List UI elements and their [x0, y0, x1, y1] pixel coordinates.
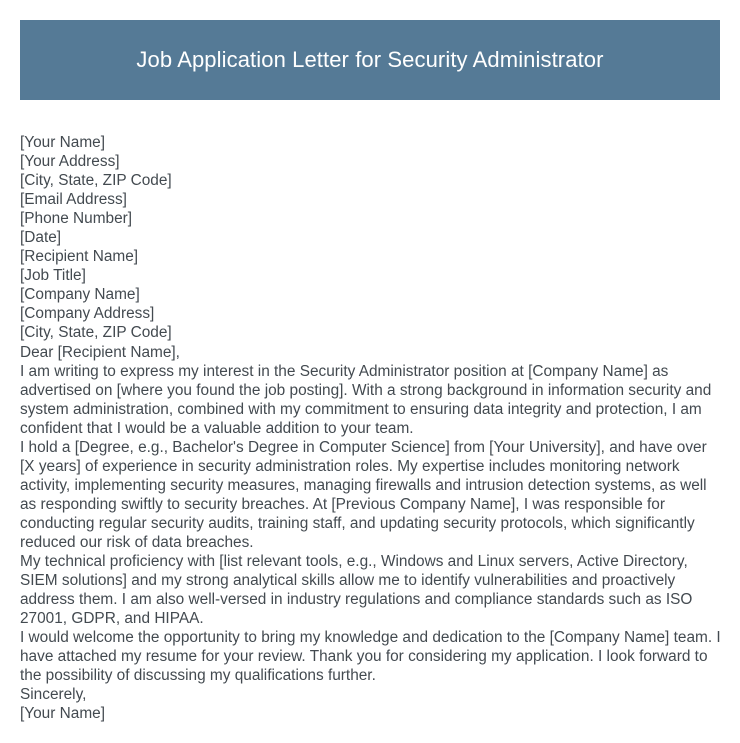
sender-email: [Email Address]	[20, 191, 127, 209]
sender-address: [Your Address]	[20, 153, 120, 171]
page-title: Job Application Letter for Security Administrator	[136, 46, 604, 72]
recipient-name: [Recipient Name]	[20, 248, 139, 266]
sender-phone: [Phone Number]	[20, 210, 133, 228]
recipient-company-name: [Company Name]	[20, 286, 140, 304]
closing-salutation: Sincerely,	[20, 686, 87, 704]
recipient-company-address: [Company Address]	[20, 305, 155, 323]
letter-body	[20, 133, 723, 723]
salutation: Dear [Recipient Name],	[20, 343, 180, 361]
sender-city-state-zip: [City, State, ZIP Code]	[20, 172, 172, 190]
body-paragraph-3: My technical proficiency with [list relevant tools, e.g., Windows and Linux servers, Active Directory, SIEM solutions] and my strong analytical skills allow me to identify vulnerabilities and proactively address them. I am also well-versed in industry regulations and compliance standards such as ISO 27001, GDPR, and HIPAA.	[20, 553, 693, 628]
recipient-city-state-zip: [City, State, ZIP Code]	[20, 324, 172, 342]
letter-date: [Date]	[20, 229, 62, 247]
sender-name: [Your Name]	[20, 134, 105, 151]
body-paragraph-2: I hold a [Degree, e.g., Bachelor's Degree in Computer Science] from [Your University], and have over [X years] of experience in security administration roles. My expertise includes monitoring network activity, implementing security measures, managing firewalls and intrusion detection systems, as well as responding swiftly to security breaches. At [Previous Company Name], I was responsible for conducting regular security audits, training staff, and updating security protocols, which significantly reduced our risk of data breaches.	[20, 438, 707, 551]
recipient-job-title: [Job Title]	[20, 267, 86, 285]
body-paragraph-4: I would welcome the opportunity to bring my knowledge and dedication to the [Company Name] team. I have attached my resume for your review. Thank you for considering my application. I look forward to the possibility of discussing my qualifications further.	[20, 629, 721, 685]
document-header-banner	[20, 20, 720, 100]
signature-name: [Your Name]	[20, 705, 105, 723]
body-paragraph-1: I am writing to express my interest in the Security Administrator position at [Company Name] as advertised on [where you found the job posting]. With a strong background in information security and system administration, combined with my commitment to ensuring data integrity and protection, I am confident that I would be a valuable addition to your team.	[20, 362, 712, 437]
